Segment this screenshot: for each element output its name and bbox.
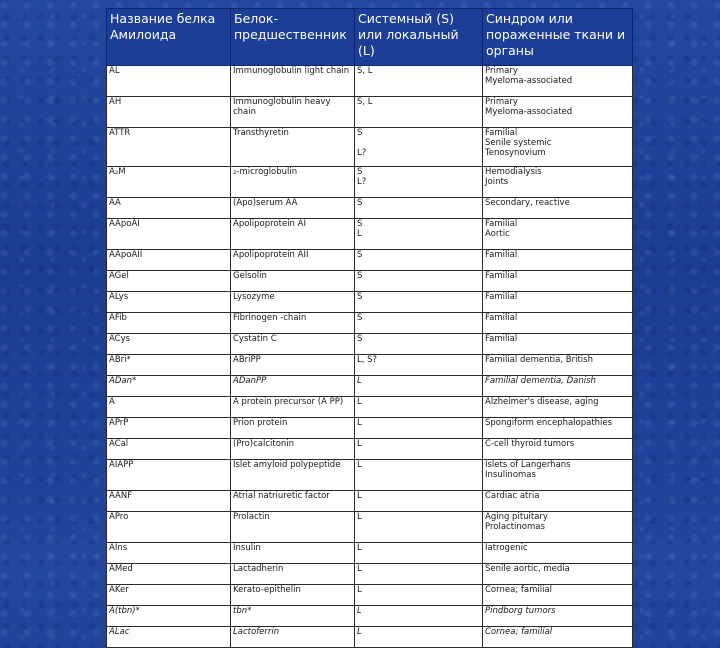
cell-line: Familial: [485, 292, 518, 302]
cell-distribution: [355, 439, 483, 460]
cell-line: Fibrinogen -chain: [233, 313, 307, 323]
cell-line: AA: [109, 198, 121, 208]
cell-precursor: [231, 606, 355, 627]
cell-line: Cystatin C: [233, 334, 277, 344]
cell-amyloid: [107, 627, 231, 648]
cell-precursor: [231, 250, 355, 271]
cell-line: Atrial natriuretic factor: [233, 491, 330, 501]
cell-line: Insulinomas: [485, 470, 536, 480]
cell-line: Spongiform encephalopathies: [485, 418, 613, 428]
cell-line: Familial: [485, 250, 518, 260]
cell-amyloid: [107, 97, 231, 128]
cell-line: L: [357, 543, 362, 553]
cell-line: Insulin: [233, 543, 261, 553]
cell-syndrome: [483, 606, 633, 627]
cell-distribution: [355, 543, 483, 564]
cell-syndrome: [483, 439, 633, 460]
cell-line: Gelsolin: [233, 271, 267, 281]
cell-line: L: [357, 418, 362, 428]
cell-line: Familial dementia, Danish: [485, 376, 596, 386]
cell-line: ACys: [109, 334, 131, 344]
table-row: [107, 271, 633, 292]
cell-amyloid: [107, 606, 231, 627]
cell-distribution: [355, 355, 483, 376]
cell-syndrome: [483, 543, 633, 564]
cell-line: AMed: [109, 564, 133, 574]
cell-distribution: [355, 512, 483, 543]
cell-line: S, L: [357, 97, 373, 107]
cell-precursor: [231, 439, 355, 460]
cell-distribution: [355, 167, 483, 198]
cell-syndrome: [483, 376, 633, 397]
cell-line: AIAPP: [109, 460, 134, 470]
cell-line: L: [357, 585, 362, 595]
cell-precursor: [231, 167, 355, 198]
table-row: [107, 198, 633, 219]
cell-line: Transthyretin: [233, 128, 289, 138]
cell-amyloid: [107, 292, 231, 313]
table-row: [107, 627, 633, 648]
cell-precursor: [231, 292, 355, 313]
amyloid-table: [106, 8, 633, 648]
cell-precursor: [231, 564, 355, 585]
cell-line: Lactoferrin: [233, 627, 280, 637]
cell-line: L: [357, 606, 362, 616]
cell-amyloid: [107, 543, 231, 564]
cell-line: L?: [357, 177, 367, 187]
cell-line: S, L: [357, 66, 373, 76]
cell-amyloid: [107, 491, 231, 512]
cell-distribution: [355, 250, 483, 271]
table-row: [107, 460, 633, 491]
cell-line: L: [357, 564, 362, 574]
cell-precursor: [231, 543, 355, 564]
cell-line: S: [357, 219, 363, 229]
cell-syndrome: [483, 198, 633, 219]
cell-syndrome: [483, 564, 633, 585]
cell-line: (Pro)calcitonin: [233, 439, 295, 449]
cell-line: Secondary, reactive: [485, 198, 570, 208]
cell-line: APrP: [109, 418, 129, 428]
cell-line: S: [357, 313, 363, 323]
cell-precursor: [231, 313, 355, 334]
cell-line: AApoAII: [109, 250, 143, 260]
cell-syndrome: [483, 66, 633, 97]
cell-amyloid: [107, 271, 231, 292]
cell-line: AL: [109, 66, 120, 76]
cell-line: S: [357, 334, 363, 344]
cell-amyloid: [107, 439, 231, 460]
cell-line: Prolactinomas: [485, 522, 545, 532]
table-row: [107, 512, 633, 543]
cell-distribution: [355, 128, 483, 167]
cell-line: S: [357, 198, 363, 208]
cell-line: L?: [357, 148, 367, 158]
cell-amyloid: [107, 313, 231, 334]
cell-line: AANF: [109, 491, 133, 501]
cell-line: ABriPP: [233, 355, 261, 365]
cell-distribution: [355, 97, 483, 128]
cell-line: AIns: [109, 543, 128, 553]
cell-syndrome: [483, 460, 633, 491]
cell-line: Senile aortic, media: [485, 564, 570, 574]
cell-line: Apolipoprotein AI: [233, 219, 306, 229]
cell-line: L: [357, 491, 362, 501]
cell-line: AGel: [109, 271, 129, 281]
cell-amyloid: [107, 250, 231, 271]
cell-distribution: [355, 606, 483, 627]
cell-syndrome: [483, 219, 633, 250]
cell-precursor: [231, 460, 355, 491]
cell-amyloid: [107, 219, 231, 250]
table-row: [107, 128, 633, 167]
table-row: [107, 606, 633, 627]
cell-line: Lysozyme: [233, 292, 275, 302]
cell-line: Familial: [485, 271, 518, 281]
cell-line: AApoAI: [109, 219, 140, 229]
cell-precursor: [231, 271, 355, 292]
cell-line: S: [357, 250, 363, 260]
cell-line: A₂M: [109, 167, 126, 177]
cell-line: Familial: [485, 128, 518, 138]
table-row: [107, 219, 633, 250]
cell-line: S: [357, 292, 363, 302]
cell-precursor: [231, 376, 355, 397]
header-syndrome: Синдром или пораженные ткани и органы: [483, 9, 633, 66]
cell-syndrome: [483, 355, 633, 376]
cell-line: Hemodialysis: [485, 167, 542, 177]
table-row: [107, 313, 633, 334]
cell-line: Joints: [485, 177, 509, 187]
cell-amyloid: [107, 418, 231, 439]
cell-line: A: [109, 397, 115, 407]
cell-amyloid: [107, 376, 231, 397]
cell-line: Kerato-epithelin: [233, 585, 301, 595]
cell-amyloid: [107, 460, 231, 491]
cell-line: L: [357, 229, 362, 239]
cell-line: Islet amyloid polypeptide: [233, 460, 341, 470]
cell-line: Familial: [485, 219, 518, 229]
cell-syndrome: [483, 271, 633, 292]
cell-precursor: [231, 334, 355, 355]
cell-line: Familial: [485, 334, 518, 344]
cell-distribution: [355, 292, 483, 313]
cell-line: tbn*: [233, 606, 252, 616]
table-row: [107, 167, 633, 198]
table-row: [107, 355, 633, 376]
cell-line: Myeloma-associated: [485, 107, 573, 117]
cell-syndrome: [483, 627, 633, 648]
cell-distribution: [355, 219, 483, 250]
cell-line: ADanPP: [233, 376, 267, 386]
cell-distribution: [355, 585, 483, 606]
header-systemic-local: Системный (S) или локальный (L): [355, 9, 483, 66]
cell-line: L: [357, 460, 362, 470]
cell-amyloid: [107, 167, 231, 198]
cell-line: Cornea; familial: [485, 585, 553, 595]
cell-syndrome: [483, 313, 633, 334]
cell-line: AH: [109, 97, 122, 107]
cell-precursor: [231, 198, 355, 219]
cell-distribution: [355, 334, 483, 355]
cell-line: Primary: [485, 97, 518, 107]
cell-syndrome: [483, 334, 633, 355]
cell-syndrome: [483, 585, 633, 606]
table-row: [107, 66, 633, 97]
cell-syndrome: [483, 128, 633, 167]
cell-precursor: [231, 491, 355, 512]
cell-line: Prion protein: [233, 418, 288, 428]
table-row: [107, 439, 633, 460]
cell-line: S: [357, 128, 363, 138]
cell-syndrome: [483, 397, 633, 418]
table-row: [107, 543, 633, 564]
cell-precursor: [231, 585, 355, 606]
table-row: [107, 376, 633, 397]
cell-distribution: [355, 627, 483, 648]
cell-line: Apolipoprotein AII: [233, 250, 309, 260]
cell-distribution: [355, 491, 483, 512]
cell-line: Immunoglobulin heavy chain: [233, 97, 331, 117]
cell-syndrome: [483, 250, 633, 271]
cell-line: Prolactin: [233, 512, 270, 522]
table-row: [107, 334, 633, 355]
cell-line: APro: [109, 512, 129, 522]
table-row: [107, 250, 633, 271]
cell-line: L, S?: [357, 355, 378, 365]
cell-line: Familial: [485, 313, 518, 323]
cell-line: AFib: [109, 313, 127, 323]
table-row: [107, 585, 633, 606]
cell-line: [357, 138, 480, 148]
cell-line: ADan*: [109, 376, 137, 386]
cell-syndrome: [483, 491, 633, 512]
cell-amyloid: [107, 355, 231, 376]
cell-distribution: [355, 198, 483, 219]
cell-distribution: [355, 271, 483, 292]
cell-distribution: [355, 397, 483, 418]
cell-line: L: [357, 397, 362, 407]
cell-line: C-cell thyroid tumors: [485, 439, 575, 449]
cell-amyloid: [107, 334, 231, 355]
cell-line: Senile systemic: [485, 138, 552, 148]
cell-line: Cornea; familial: [485, 627, 553, 637]
cell-distribution: [355, 564, 483, 585]
cell-line: AKer: [109, 585, 129, 595]
cell-line: Pindborg tumors: [485, 606, 556, 616]
cell-precursor: [231, 627, 355, 648]
cell-amyloid: [107, 198, 231, 219]
cell-amyloid: [107, 585, 231, 606]
cell-line: Islets of Langerhans: [485, 460, 571, 470]
cell-line: Tenosynovium: [485, 148, 546, 158]
table-row: [107, 292, 633, 313]
cell-precursor: [231, 128, 355, 167]
cell-line: Familial dementia, British: [485, 355, 593, 365]
cell-line: Aortic: [485, 229, 510, 239]
cell-precursor: [231, 397, 355, 418]
cell-line: ALac: [109, 627, 130, 637]
cell-precursor: [231, 219, 355, 250]
cell-line: S: [357, 271, 363, 281]
cell-line: L: [357, 512, 362, 522]
table-body: [107, 66, 633, 648]
cell-line: Iatrogenic: [485, 543, 528, 553]
cell-line: Lactadherin: [233, 564, 284, 574]
cell-distribution: [355, 66, 483, 97]
cell-amyloid: [107, 66, 231, 97]
cell-line: L: [357, 439, 362, 449]
cell-syndrome: [483, 97, 633, 128]
cell-line: Alzheimer's disease, aging: [485, 397, 599, 407]
cell-amyloid: [107, 512, 231, 543]
cell-amyloid: [107, 128, 231, 167]
cell-syndrome: [483, 512, 633, 543]
cell-line: Aging pituitary: [485, 512, 548, 522]
cell-line: Myeloma-associated: [485, 76, 573, 86]
cell-distribution: [355, 460, 483, 491]
cell-precursor: [231, 355, 355, 376]
header-amyloid-protein: Название белка Амилоида: [107, 9, 231, 66]
cell-precursor: [231, 512, 355, 543]
cell-line: Immunoglobulin light chain: [233, 66, 350, 76]
cell-line: A(tbn)*: [109, 606, 140, 616]
cell-line: A protein precursor (A PP): [233, 397, 344, 407]
cell-syndrome: [483, 167, 633, 198]
cell-line: Primary: [485, 66, 518, 76]
cell-precursor: [231, 418, 355, 439]
table-row: [107, 397, 633, 418]
cell-line: ALys: [109, 292, 129, 302]
cell-amyloid: [107, 397, 231, 418]
table-row: [107, 491, 633, 512]
cell-precursor: [231, 66, 355, 97]
cell-syndrome: [483, 292, 633, 313]
cell-distribution: [355, 313, 483, 334]
cell-amyloid: [107, 564, 231, 585]
cell-line: ACal: [109, 439, 129, 449]
cell-line: S: [357, 167, 363, 177]
cell-line: ATTR: [109, 128, 131, 138]
cell-distribution: [355, 418, 483, 439]
table-row: [107, 564, 633, 585]
cell-precursor: [231, 97, 355, 128]
cell-line: ₂-microglobulin: [233, 167, 298, 177]
cell-line: ABri*: [109, 355, 131, 365]
cell-line: (Apo)serum AA: [233, 198, 298, 208]
cell-distribution: [355, 376, 483, 397]
cell-line: L: [357, 376, 362, 386]
header-precursor: Белок-предшественник: [231, 9, 355, 66]
cell-syndrome: [483, 418, 633, 439]
cell-line: Cardiac atria: [485, 491, 540, 501]
table-row: [107, 97, 633, 128]
table-header-row: [107, 9, 633, 66]
cell-line: L: [357, 627, 362, 637]
table-row: [107, 418, 633, 439]
